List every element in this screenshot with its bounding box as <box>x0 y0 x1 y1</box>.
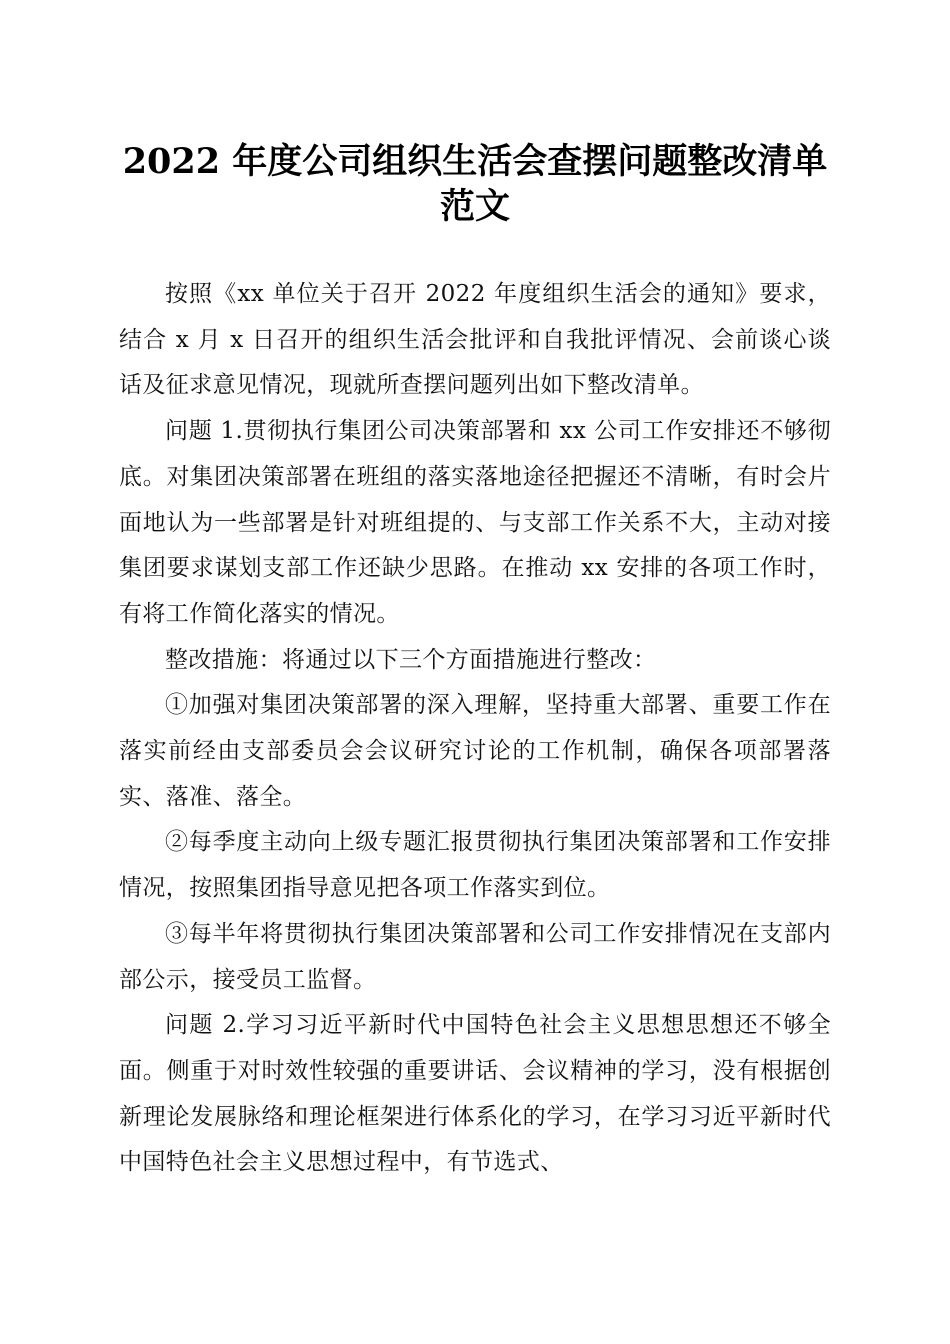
paragraph-intro: 按照《xx 单位关于召开 2022 年度组织生活会的通知》要求，结合 x 月 x 日召开的组织生活会批评和自我批评情况、会前谈心谈话及征求意见情况，现就所查摆问题列出如下整改清单。 <box>119 281 831 399</box>
paragraph-measure-2: ②每季度主动向上级专题汇报贯彻执行集团决策部署和工作安排情况，按照集团指导意见把各项工作落实到位。 <box>119 829 831 902</box>
paragraph-measures-intro: 整改措施：将通过以下三个方面措施进行整改： <box>165 646 657 673</box>
paragraph-measure-1: ①加强对集团决策部署的深入理解，坚持重大部署、重要工作在落实前经由支部委员会会议研究讨论的工作机制，确保各项部署落实、落准、落全。 <box>119 692 831 810</box>
document-title-line-2: 范文 <box>439 186 510 227</box>
document-title-line-1: 2022 年度公司组织生活会查摆问题整改清单 <box>122 141 828 182</box>
paragraph-problem-1: 问题 1.贯彻执行集团公司决策部署和 xx 公司工作安排还不够彻底。对集团决策部署在班组的落实落地途径把握还不清晰，有时会片面地认为一些部署是针对班组提的、与支部工作关系不大，主动对接集团要求谋划支部工作还缺少思路。在推动 xx 安排的各项工作时，有将工作简化落实的情况。 <box>119 418 831 627</box>
paragraph-problem-2: 问题 2.学习习近平新时代中国特色社会主义思想思想还不够全面。侧重于对时效性较强的重要讲话、会议精神的学习，没有根据创新理论发展脉络和理论框架进行体系化的学习，在学习习近平新时代中国特色社会主义思想过程中，有节选式、 <box>119 1012 831 1176</box>
paragraph-measure-3: ③每半年将贯彻执行集团决策部署和公司工作安排情况在支部内部公示，接受员工监督。 <box>119 920 831 993</box>
document-body <box>119 272 831 1186</box>
